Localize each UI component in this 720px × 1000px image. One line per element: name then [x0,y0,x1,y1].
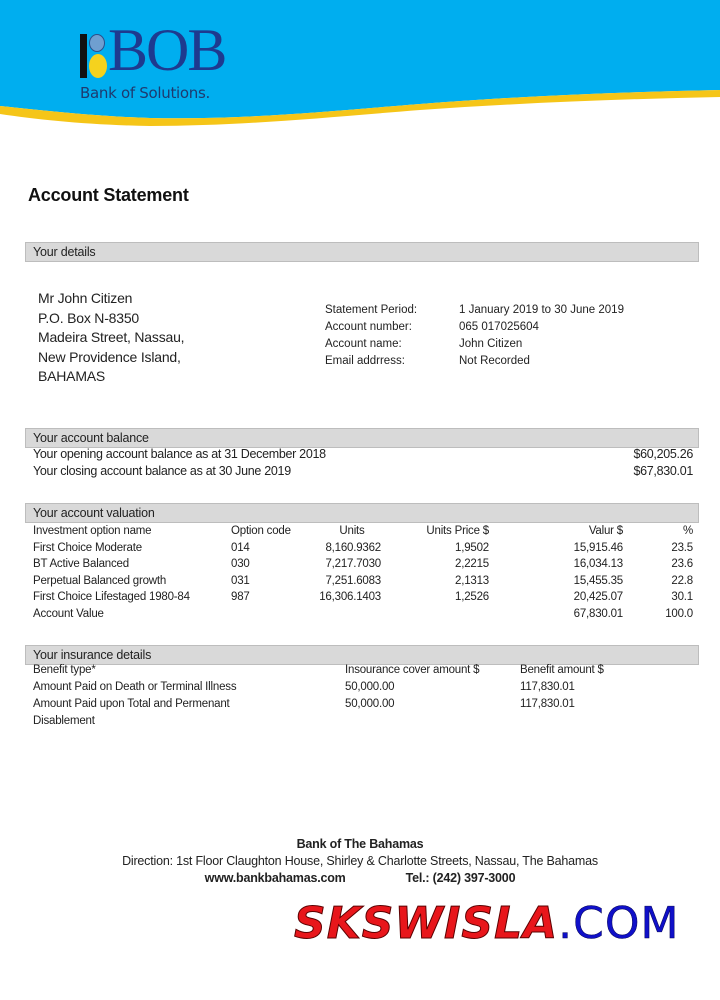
cell-benefit-amount: 117,830.01 [520,698,575,710]
cell-value: 15,915.46 [573,541,623,554]
balance-value: $67,830.01 [633,464,693,478]
cell-value: 15,455.35 [573,574,623,587]
detail-label: Account name: [325,338,402,350]
table-row [33,556,693,573]
cell-value: 20,425.07 [573,591,623,604]
watermark-part-blue: .COM [558,898,680,949]
cell-option-name: Perpetual Balanced growth [33,574,167,587]
section-header-valuation: Your account valuation [25,503,699,523]
detail-row-statement-period [325,302,624,319]
balance-label: Your opening account balance as at 31 December 2018 [33,447,326,461]
footer-bank-name: Bank of The Bahamas [296,837,424,851]
cell-unit-price: 1,2526 [455,591,489,604]
footer-address: Direction: 1st Floor Claughton House, Shirley & Charlotte Streets, Nassau, The Bahamas [122,854,598,868]
address-line: BAHAMAS [38,368,106,384]
address-line: New Providence Island, [38,348,181,365]
column-header: Option code [231,525,291,538]
balance-label: Your closing account balance as at 30 June 2019 [33,464,291,478]
bank-logo [78,17,258,110]
footer-website-link[interactable]: www.bankbahamas.com [204,871,346,885]
cell-units: 8,160.9362 [325,541,381,554]
detail-value: 065 017025604 [459,321,539,333]
cell-units: 7,251.6083 [325,574,381,587]
table-row-continuation [33,715,653,732]
cell-percent: 30.1 [671,591,693,604]
total-value: 67,830.01 [573,607,623,620]
cell-option-code: 030 [231,558,250,571]
table-header-row [33,523,693,540]
cell-option-name: First Choice Lifestaged 1980-84 [33,591,190,604]
table-row [33,573,693,590]
column-header: Investment option name [33,525,152,538]
footer-phone: Tel.: (242) 397-3000 [405,871,516,885]
footer-contact [0,870,720,887]
table-row [33,698,653,715]
logo-tagline: Bank of Solutions. [80,84,210,102]
logo-wordmark: BOB [108,17,226,83]
address-line: Mr John Citizen [38,290,133,306]
cell-unit-price: 2,1313 [455,574,489,587]
cell-cover-amount: 50,000.00 [345,698,395,710]
section-header-balance: Your account balance [25,428,699,448]
table-row [33,540,693,557]
valuation-table [33,523,693,622]
cell-cover-amount: 50,000.00 [345,681,395,693]
detail-value: John Citizen [459,338,523,350]
column-header: Benefit amount $ [520,664,604,676]
cell-benefit-type-continued: Disablement [33,715,95,727]
insurance-table [33,664,653,732]
total-percent: 100.0 [665,607,693,620]
cell-value: 16,034.13 [573,558,623,571]
detail-label: Account number: [325,321,412,333]
cell-benefit-type: Amount Paid on Death or Terminal Illness [33,681,237,693]
cell-benefit-type: Amount Paid upon Total and Permenant [33,698,230,710]
column-header: % [682,525,693,538]
detail-label: Statement Period: [325,304,418,316]
page-title: Account Statement [28,185,189,205]
cell-units: 16,306.1403 [319,591,381,604]
cell-option-code: 987 [231,591,250,604]
header-banner [0,0,720,140]
cell-percent: 23.5 [671,541,693,554]
account-details [325,302,624,370]
cell-option-code: 031 [231,574,250,587]
cell-percent: 22.8 [671,574,693,587]
table-header-row [33,664,653,681]
table-row [33,589,693,606]
column-header: Valur $ [588,525,623,538]
footer [0,836,720,887]
watermark-part-red: SKSWISLA [294,898,559,949]
detail-value: 1 January 2019 to 30 June 2019 [459,304,624,316]
address-line: Madeira Street, Nassau, [38,329,185,345]
detail-row-account-name [325,336,624,353]
detail-value: Not Recorded [459,355,530,367]
total-label: Account Value [33,607,104,620]
cell-unit-price: 1,9502 [455,541,489,554]
cell-benefit-amount: 117,830.01 [520,681,575,693]
detail-row-email [325,353,624,370]
column-header: Benefit type* [33,664,96,676]
cell-unit-price: 2,2215 [455,558,489,571]
cell-option-name: First Choice Moderate [33,541,142,554]
cell-units: 7,217.7030 [325,558,381,571]
cell-option-name: BT Active Balanced [33,558,129,571]
table-total-row [33,606,693,623]
detail-label: Email addrress: [325,355,405,367]
cell-option-code: 014 [231,541,250,554]
opening-balance-row [33,447,693,461]
balance-value: $60,205.26 [633,447,693,461]
column-header: Units [339,525,365,538]
section-header-details: Your details [25,242,699,262]
column-header: Insourance cover amount $ [345,664,480,676]
watermark [294,898,680,949]
column-header: Units Price $ [426,525,489,538]
mailing-address [38,289,184,387]
detail-row-account-number [325,319,624,336]
address-line: P.O. Box N-8350 [38,309,140,326]
cell-percent: 23.6 [671,558,693,571]
closing-balance-row [33,464,693,478]
table-row [33,681,653,698]
section-header-insurance: Your insurance details [25,645,699,665]
